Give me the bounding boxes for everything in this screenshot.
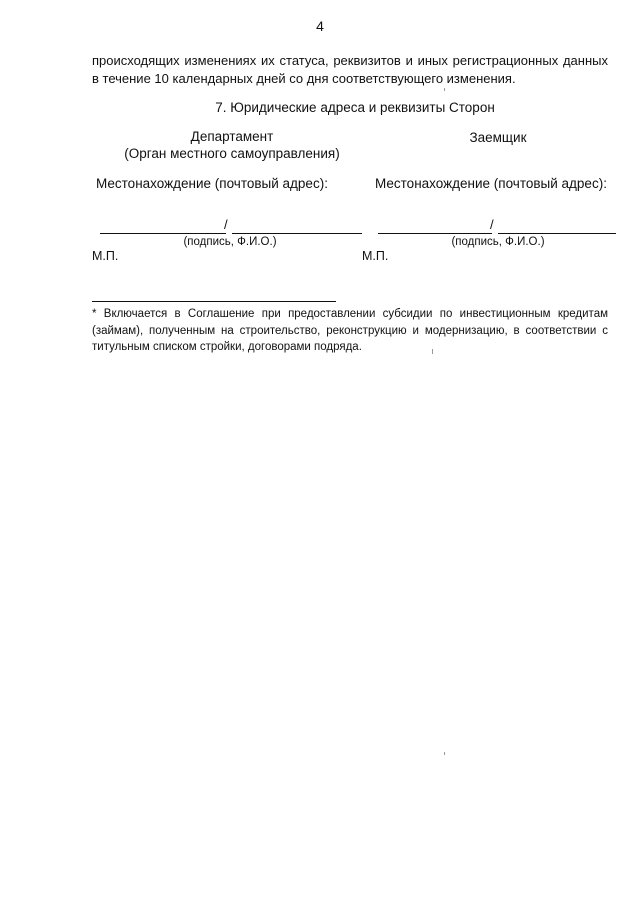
- right-signature-line-1: [378, 233, 492, 234]
- footnote-rule: [92, 301, 336, 302]
- right-signature-caption: (подпись, Ф.И.О.): [451, 236, 545, 248]
- footnote-text: * Включается в Соглашение при предоставлении субсидии по инвестиционным кредитам (займам), полученным на строительство, реконструкцию и модернизацию, в соответствии с титульным списком стройки, договорами подряда.: [92, 308, 608, 353]
- left-signature-caption: (подпись, Ф.И.О.): [183, 236, 277, 248]
- left-party-header: [92, 128, 372, 162]
- scan-speck: [444, 88, 445, 91]
- left-address-label: Местонахождение (почтовый адрес):: [96, 176, 328, 191]
- right-stamp: М.П.: [362, 249, 389, 263]
- right-signature-slash: /: [490, 217, 494, 232]
- right-address-label: Местонахождение (почтовый адрес):: [375, 176, 607, 191]
- left-signature-line-2: [232, 233, 362, 234]
- intro-paragraph: происходящих изменениях их статуса, реквизитов и иных регистрационных данных в течение 10 календарных дней со дня соответствующего изменения.: [92, 53, 608, 86]
- left-stamp: М.П.: [92, 249, 119, 263]
- scan-speck: [444, 752, 445, 755]
- left-signature-line-1: [100, 233, 226, 234]
- section-title: 7. Юридические адреса и реквизиты Сторон: [215, 100, 495, 115]
- right-signature-line-2: [498, 233, 616, 234]
- left-signature-slash: /: [224, 217, 228, 232]
- left-party-name: Департамент: [190, 129, 274, 144]
- page-number: 4: [316, 18, 324, 34]
- right-party-name: Заемщик: [469, 130, 527, 145]
- left-party-subtitle: (Орган местного самоуправления): [124, 146, 340, 161]
- scan-speck: [432, 349, 433, 354]
